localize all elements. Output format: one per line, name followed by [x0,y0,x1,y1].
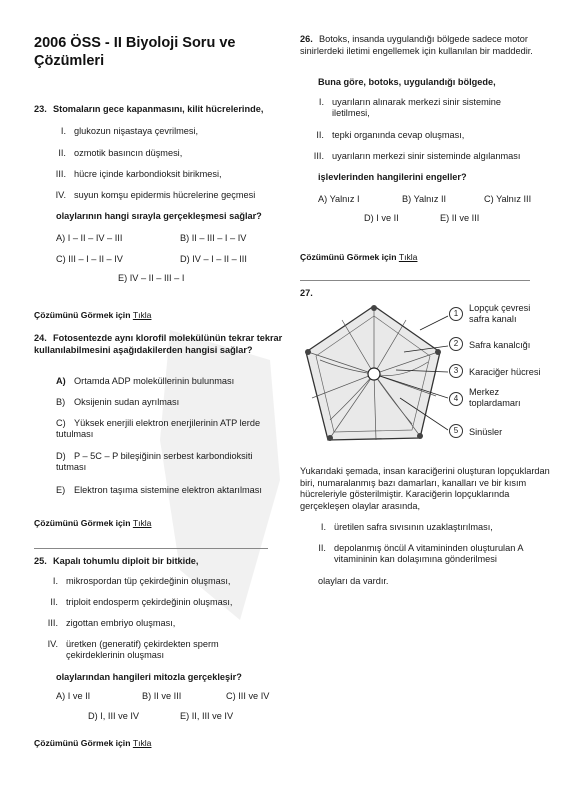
q24-option-c[interactable]: C) Yüksek enerjili elektron enerjilerinin ATP lerde tutulması [56,418,261,439]
q23-item-2: II. ozmotik basıncın düşmesi, [58,148,183,158]
q25-solution: Çözümünü Görmek için Tıkla [34,738,152,748]
q26-option-b[interactable]: B) Yalnız II [402,194,447,204]
q23-question: olaylarının hangi sırayla gerçekleşmesi sağlar? [56,211,262,221]
label-3-marker: 3 [449,364,463,378]
q23-item-4: IV. suyun komşu epidermis hücrelerine geçmesi [55,190,256,200]
q26-question: işlevlerinden hangilerini engeller? [318,172,467,182]
q23-option-d[interactable]: D) IV – I – II – III [180,254,247,264]
q24-stem-text: Fotosentezde aynı klorofil molekülünün tekrar tekrar kullanılabilmesini aşağıdakilerden hangisi sağlar? [34,333,283,355]
q23-item-1: I. glukozun nişastaya çevrilmesi, [60,126,199,136]
q24-solution: Çözümünü Görmek için Tıkla [34,518,152,528]
q25-item-4: IV. üretken (generatif) çekirdekten sperm çekirdeklerinin oluşması [47,639,219,660]
label-2-text: Safra kanalcığı [469,340,531,350]
q25-option-a[interactable]: A) I ve II [56,691,91,701]
q23-option-b[interactable]: B) II – III – I – IV [180,233,247,243]
q27-item-1: I. üretilen safra sıvısının uzaklaştırılması, [320,522,493,532]
q26-solution: Çözümünü Görmek için Tıkla [300,252,418,262]
label-5-marker: 5 [449,424,463,438]
q23-option-a[interactable]: A) I – II – IV – III [56,233,123,243]
q25-option-d[interactable]: D) I, III ve IV [88,711,140,721]
q23-solution: Çözümünü Görmek için Tıkla [34,310,152,320]
q23-option-c[interactable]: C) III – I – II – IV [56,254,123,264]
q26-stem [300,34,548,57]
label-4-text: Merkez toplardamarı [469,387,521,408]
q26-option-a[interactable]: A) Yalnız I [318,194,360,204]
q24-option-d[interactable]: D) P – 5C – P bileşiğinin serbest karbondioksiti tutması [56,451,253,472]
label-4-marker: 4 [449,392,463,406]
label-1-text: Lopçuk çevresi safra kanalı [469,303,531,324]
q25-solution-link[interactable]: Tıkla [132,738,152,748]
label-5-text: Sinüsler [469,427,503,437]
q27-number: 27. [300,288,313,298]
q27-paragraph: Yukarıdaki şemada, insan karaciğerini oluşturan lopçuklardan biri, numaralanmış bazı damarları, kanalları ve bir kısım hücreleriyle gösterilmiştir. Karaciğerin lopçuklarında gerçekleşen olaylar arasında, [300,466,550,511]
q24-option-e[interactable]: E) Elektron taşıma sistemine elektron aktarılması [56,485,262,495]
watermark-shape [150,320,290,640]
q25-option-c[interactable]: C) III ve IV [226,691,270,701]
q26-solution-link[interactable]: Tıkla [398,252,418,262]
q23-number: 23. [34,104,47,114]
q23-option-e[interactable]: E) IV – II – III – I [118,273,185,283]
q25-item-2: II. triploit endosperm çekirdeğinin oluşması, [50,597,233,607]
q25-stem-text: Kapalı tohumlu diploit bir bitkide, [53,556,199,566]
q24-stem [34,333,284,356]
q24-option-a[interactable]: A) Ortamda ADP moleküllerinin bulunması [56,376,235,386]
q25-item-3: III. zigottan embriyo oluşması, [47,618,176,628]
q25-number: 25. [34,556,47,566]
label-2-marker: 2 [449,337,463,351]
q26-option-c[interactable]: C) Yalnız III [484,194,532,204]
q26-option-d[interactable]: D) I ve II [364,213,399,223]
q24-option-b[interactable]: B) Oksijenin sudan ayrılması [56,397,180,407]
q23-item-3: III. hücre içinde karbondioksit birikmesi, [55,169,222,179]
q25-option-b[interactable]: B) II ve III [142,691,182,701]
q25-option-e[interactable]: E) II, III ve IV [180,711,234,721]
q23-stem-text: Stomaların gece kapanmasını, kilit hücrelerinde, [53,104,264,114]
q26-item-2: II. tepki organında cevap oluşması, [316,130,465,140]
q26-number: 26. [300,34,313,44]
q26-item-3: III. uyarıların merkezi sinir sisteminde algılanması [313,151,521,161]
label-1-marker: 1 [449,307,463,321]
label-3-text: Karaciğer hücresi [469,367,541,377]
page-title: 2006 ÖSS - II Biyoloji Soru ve Çözümleri [34,35,236,69]
liver-lobule-diagram [300,300,448,450]
q26-option-e[interactable]: E) II ve III [440,213,480,223]
q24-solution-link[interactable]: Tıkla [132,518,152,528]
q27-tail: olayları da vardır. [318,576,389,586]
q26-stem-text: Botoks, insanda uygulandığı bölgede sadece motor sinirlerdeki iletimi engellemek için kullanılan bir maddedir. [300,34,533,56]
q25-stem [34,556,284,568]
q26-lead: Buna göre, botoks, uygulandığı bölgede, [318,77,496,87]
q26-item-1: I. uyarıların alınarak merkezi sinir sistemine iletilmesi, [318,97,502,118]
divider [300,280,530,281]
divider [34,548,268,549]
q23-stem [34,104,284,116]
q23-solution-link[interactable]: Tıkla [132,310,152,320]
q25-question: olaylarından hangileri mitozla gerçekleşir? [56,672,242,682]
q25-item-1: I. mikrospordan tüp çekirdeğinin oluşması, [52,576,231,586]
q24-number: 24. [34,333,47,343]
q27-item-2: II. depolanmış öncül A vitamininden oluşturulan A vitamininin kan dolaşımına gönderilmesi [318,543,523,564]
